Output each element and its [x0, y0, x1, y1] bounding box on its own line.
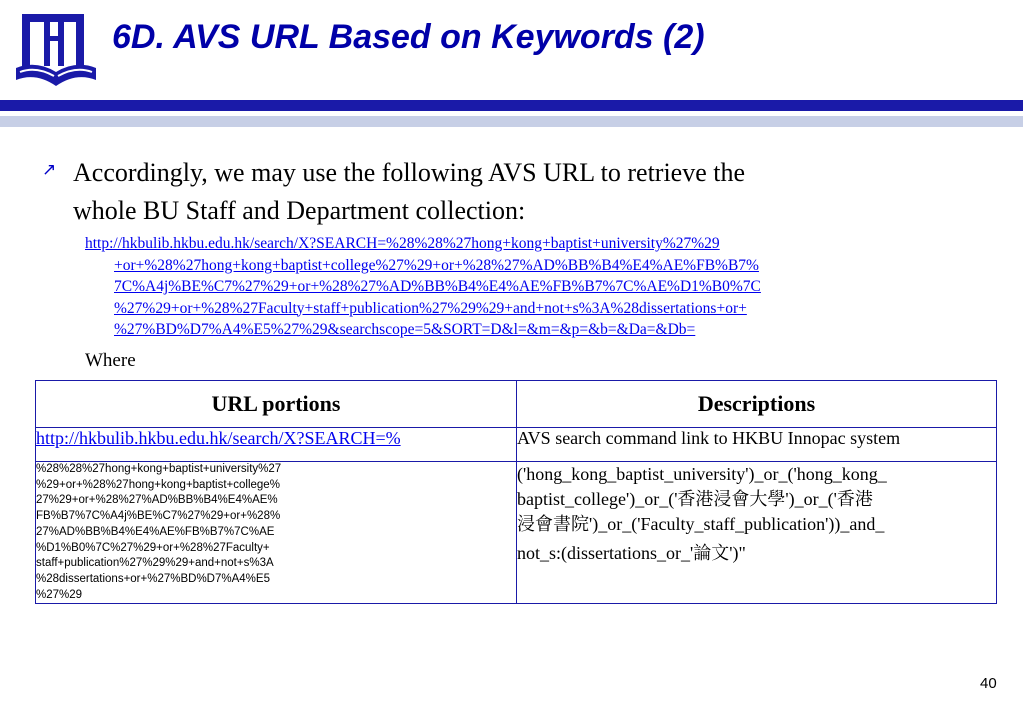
portion-line: staff+publication%27%29%29+and+not+s%3A — [36, 557, 274, 570]
title-divider-dark — [0, 100, 1023, 111]
portion-line: %27%29 — [36, 588, 83, 601]
where-label: Where — [85, 350, 136, 371]
table-header-row — [36, 381, 997, 428]
avs-url — [85, 233, 895, 341]
description-line: not_s:(dissertations_or_'論文')" — [517, 543, 746, 563]
portion-line: FB%B7%7C%A4j%BE%C7%27%29+or+%28% — [36, 510, 281, 523]
portion-line: 27%29+or+%28%27%AD%BB%B4%E4%AE% — [36, 494, 278, 507]
url-line: 7C%A4j%BE%C7%27%29+or+%28%27%AD%BB%B4%E4%AE%FB%B7%7C%AE%D1%B0%7C — [114, 278, 761, 295]
url-portions-table — [35, 380, 997, 604]
url-line: +or+%28%27hong+kong+baptist+college%27%29+or+%28%27%AD%BB%B4%E4%AE%FB%B7% — [114, 256, 759, 274]
page-title: 6D. AVS URL Based on Keywords (2) — [112, 18, 705, 56]
portion-line: %28dissertations+or+%27%BD%D7%A4%E5 — [36, 572, 270, 585]
url-line: %27%BD%D7%A4%E5%27%29&searchscope=5&SORT=D&l=&m=&p=&b=&Da=&Db= — [114, 321, 696, 338]
portion-line: 27%AD%BB%B4%E4%AE%FB%B7%7C%AE — [36, 525, 275, 538]
bullet-line-2: whole BU Staff and Department collection: — [73, 196, 526, 225]
description-line: ('hong_kong_baptist_university')_or_('hong_kong_ — [517, 464, 887, 484]
arrow-up-right-icon: ↗ — [42, 160, 57, 180]
table-row — [36, 462, 997, 604]
description-cell: AVS search command link to HKBU Innopac system — [517, 428, 997, 462]
header-url-portions: URL portions — [36, 381, 517, 428]
bullet-line-1: Accordingly, we may use the following AVS URL to retrieve the — [73, 158, 746, 187]
url-line: %27%29+or+%28%27Faculty+staff+publication%27%29%29+and+not+s%3A%28dissertations+or+ — [114, 299, 747, 317]
description-cell — [517, 462, 997, 604]
header-descriptions: Descriptions — [517, 381, 997, 428]
bullet-paragraph — [73, 154, 913, 230]
description-line: 浸會書院')_or_('Faculty_staff_publication'))_and_ — [517, 514, 885, 534]
table-row — [36, 428, 997, 462]
search-base-link[interactable]: http://hkbulib.hkbu.edu.hk/search/X?SEARCH=% — [36, 428, 401, 448]
hkbu-library-logo-icon — [14, 8, 98, 92]
portion-line: %29+or+%28%27hong+kong+baptist+college% — [36, 478, 280, 491]
url-portion-cell — [36, 462, 517, 604]
portion-line: %D1%B0%7C%27%29+or+%28%27Faculty+ — [36, 541, 270, 554]
title-divider-light — [0, 116, 1023, 127]
url-line: http://hkbulib.hkbu.edu.hk/search/X?SEARCH=%28%28%27hong+kong+baptist+university%27%29 — [85, 235, 720, 252]
portion-line: %28%28%27hong+kong+baptist+university%27 — [36, 463, 282, 475]
avs-url-link[interactable] — [85, 233, 895, 341]
url-portion-cell — [36, 428, 517, 462]
description-line: baptist_college')_or_('香港浸會大學')_or_('香港 — [517, 489, 873, 509]
page-number: 40 — [980, 675, 997, 692]
